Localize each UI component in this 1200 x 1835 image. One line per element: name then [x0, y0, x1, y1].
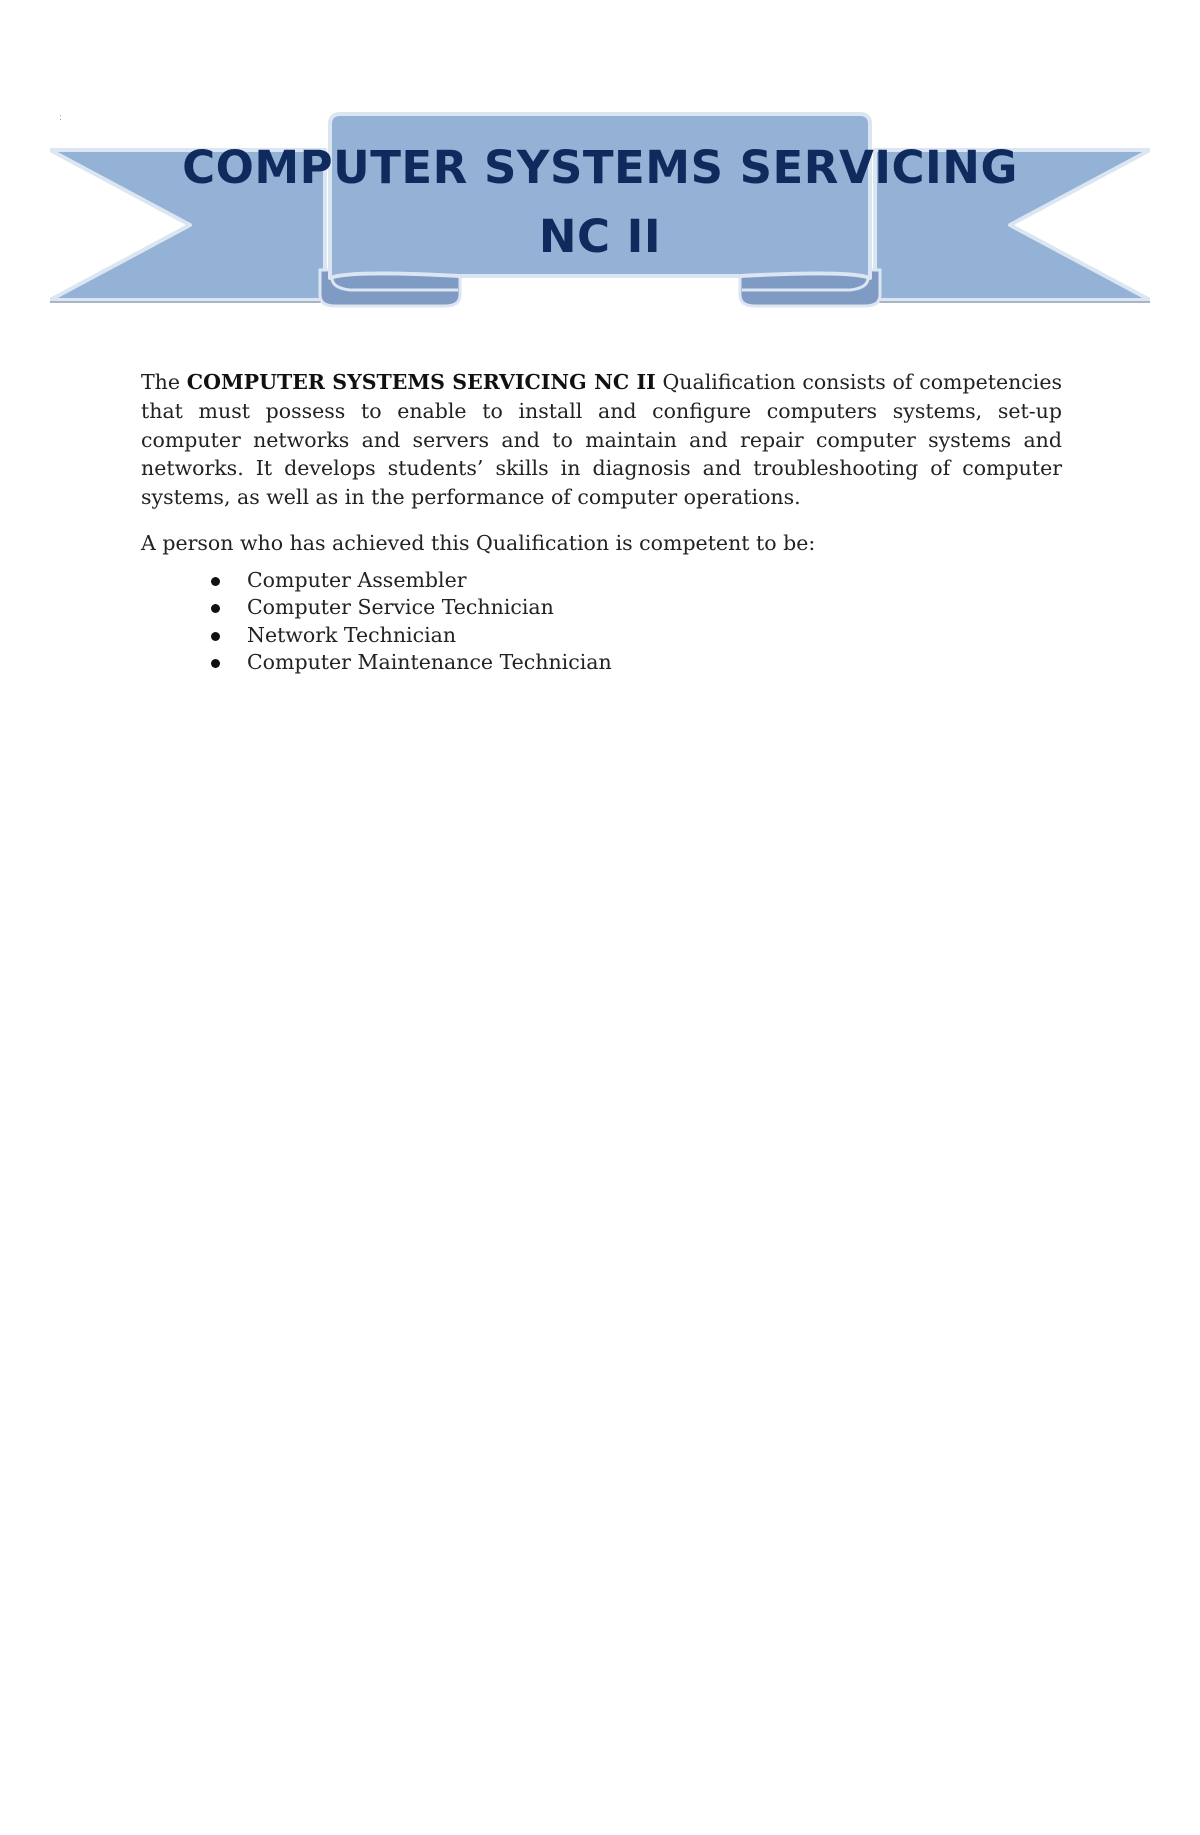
list-item — [141, 649, 1062, 677]
intro-paragraph — [141, 368, 1062, 512]
document-body — [141, 368, 1062, 677]
intro-prefix: The — [141, 370, 187, 394]
title-banner — [50, 110, 1150, 320]
bullet-icon — [211, 632, 220, 641]
list-item — [141, 567, 1062, 595]
list-item — [141, 622, 1062, 650]
list-item-label: Computer Service Technician — [247, 595, 554, 620]
qualification-name: COMPUTER SYSTEMS SERVICING NC II — [186, 370, 656, 394]
bullet-icon — [211, 604, 220, 613]
competency-lead: A person who has achieved this Qualification is competent to be: — [141, 530, 816, 555]
list-item-label: Computer Maintenance Technician — [247, 650, 612, 675]
list-item-label: Computer Assembler — [247, 567, 467, 592]
banner-title-line-2: NC II — [538, 210, 662, 263]
list-item-label: Network Technician — [247, 622, 457, 647]
margin-mark: : — [59, 113, 63, 123]
banner-title-line-1: COMPUTER SYSTEMS SERVICING — [182, 141, 1018, 194]
bullet-icon — [211, 659, 220, 668]
roles-list — [141, 567, 1062, 677]
list-item — [141, 594, 1062, 622]
bullet-icon — [211, 577, 220, 586]
intro-text: Qualification consists of competencies that must possess to enable to install and configure computers systems, set-up computer networks and servers and to maintain and repair computer systems and networks. It develops students’ skills in diagnosis and troubleshooting of computer systems, as well as in the performance of computer operations. — [141, 370, 1062, 510]
